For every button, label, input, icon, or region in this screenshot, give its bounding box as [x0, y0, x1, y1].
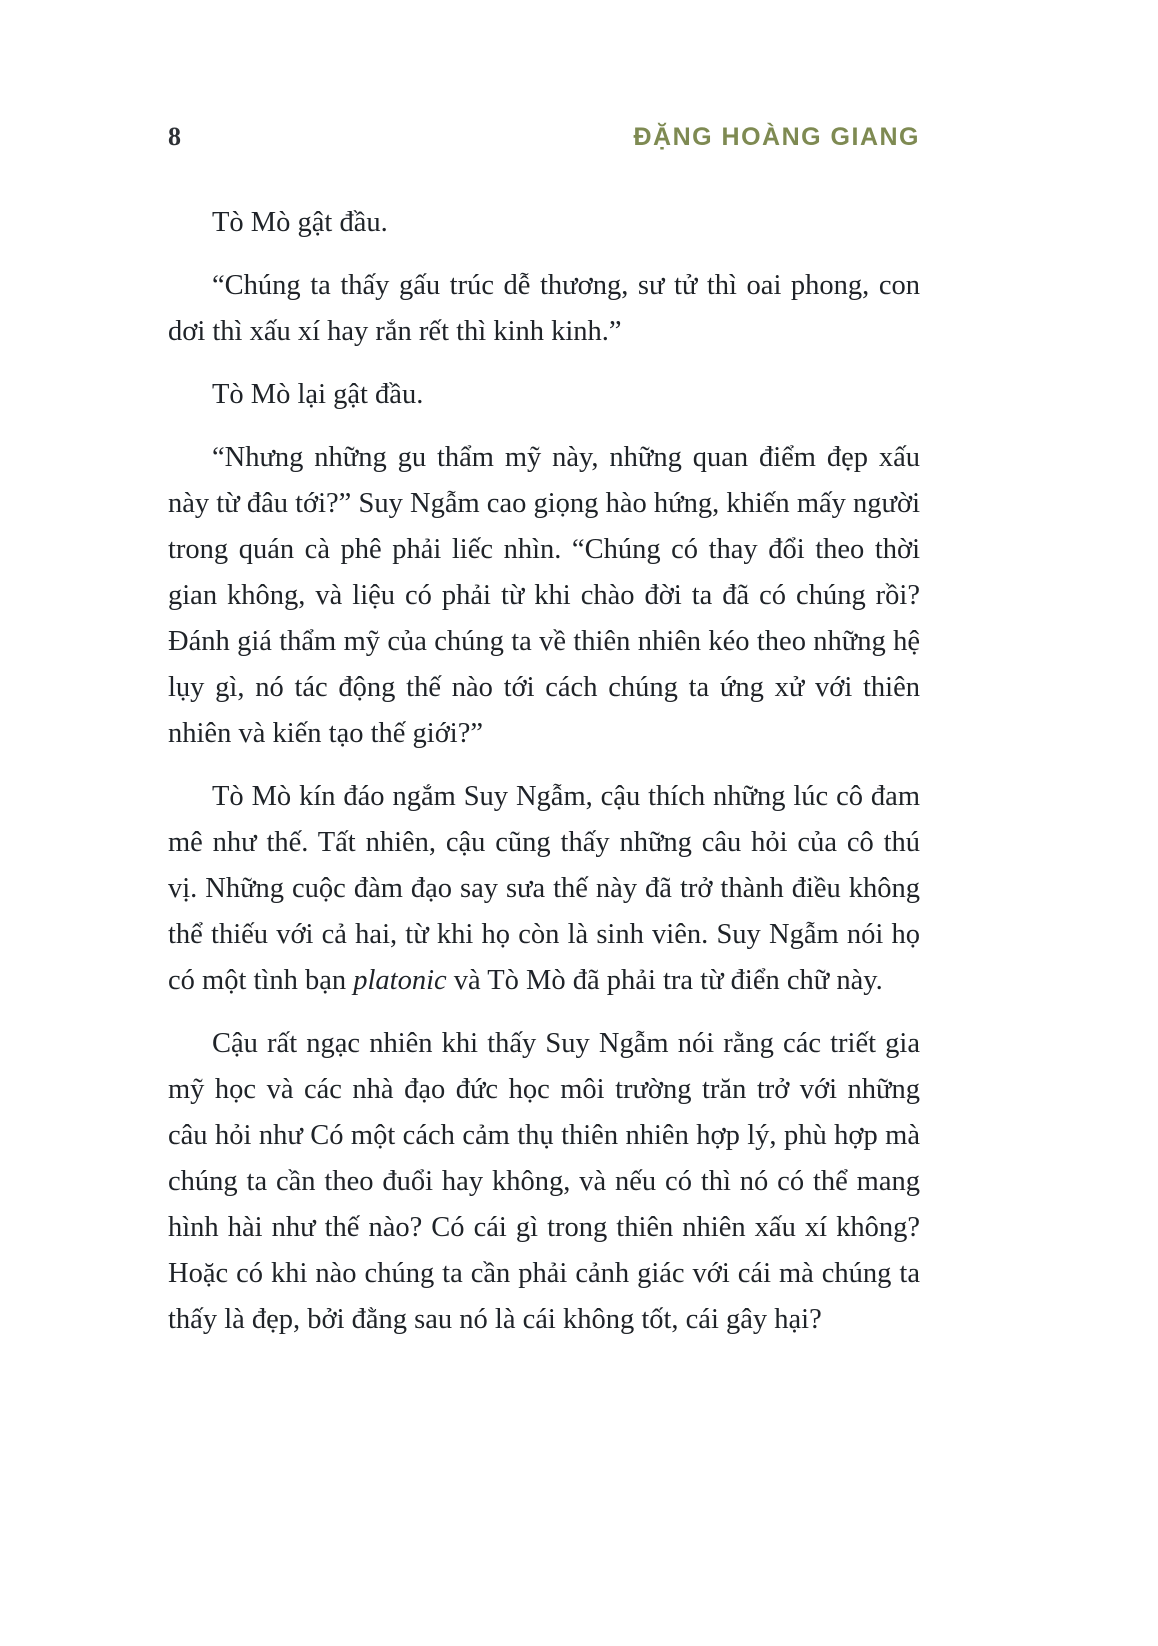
paragraph-segment-italic: platonic — [353, 965, 447, 996]
paragraph — [168, 263, 920, 355]
paragraph-segment: và Tò Mò đã phải tra từ điển chữ này. — [446, 965, 883, 996]
running-head-author: ĐẶNG HOÀNG GIANG — [633, 123, 920, 151]
paragraph — [168, 435, 920, 757]
page-number: 8 — [168, 122, 181, 151]
paragraph-segment: Tò Mò gật đầu. — [212, 207, 388, 238]
page-header — [168, 122, 920, 152]
paragraph — [168, 1021, 920, 1343]
paragraph-segment: “Nhưng những gu thẩm mỹ này, những quan điểm đẹp xấu này từ đâu tới?” Suy Ngẫm cao giọng hào hứng, khiến mấy người trong quán cà phê phải liếc nhìn. “Chúng có thay đổi theo thời gian không, và liệu có phải từ khi chào đời ta đã có chúng rồi? Đánh giá thẩm mỹ của chúng ta về thiên nhiên kéo theo những hệ lụy gì, nó tác động thế nào tới cách chúng ta ứng xử với thiên nhiên và kiến tạo thế giới?” — [168, 442, 920, 749]
paragraph — [168, 200, 920, 246]
paragraph-segment: Cậu rất ngạc nhiên khi thấy Suy Ngẫm nói rằng các triết gia mỹ học và các nhà đạo đức học môi trường trăn trở với những câu hỏi như Có một cách cảm thụ thiên nhiên hợp lý, phù hợp mà chúng ta cần theo đuổi hay không, và nếu có thì nó có thể mang hình hài như thế nào? Có cái gì trong thiên nhiên xấu xí không? Hoặc có khi nào chúng ta cần phải cảnh giác với cái mà chúng ta thấy là đẹp, bởi đằng sau nó là cái không tốt, cái gây hại? — [168, 1028, 920, 1335]
page-body — [168, 200, 920, 1343]
paragraph-segment: Tò Mò lại gật đầu. — [212, 379, 424, 410]
paragraph — [168, 372, 920, 418]
paragraph — [168, 774, 920, 1004]
paragraph-segment: Tò Mò kín đáo ngắm Suy Ngẫm, cậu thích những lúc cô đam mê như thế. Tất nhiên, cậu cũng thấy những câu hỏi của cô thú vị. Những cuộc đàm đạo say sưa thế này đã trở thành điều không thể thiếu với cả hai, từ khi họ còn là sinh viên. Suy Ngẫm nói họ có một tình bạn — [168, 781, 920, 996]
page-content — [168, 122, 920, 1360]
paragraph-segment: “Chúng ta thấy gấu trúc dễ thương, sư tử thì oai phong, con dơi thì xấu xí hay rắn rết thì kinh kinh.” — [168, 270, 920, 347]
